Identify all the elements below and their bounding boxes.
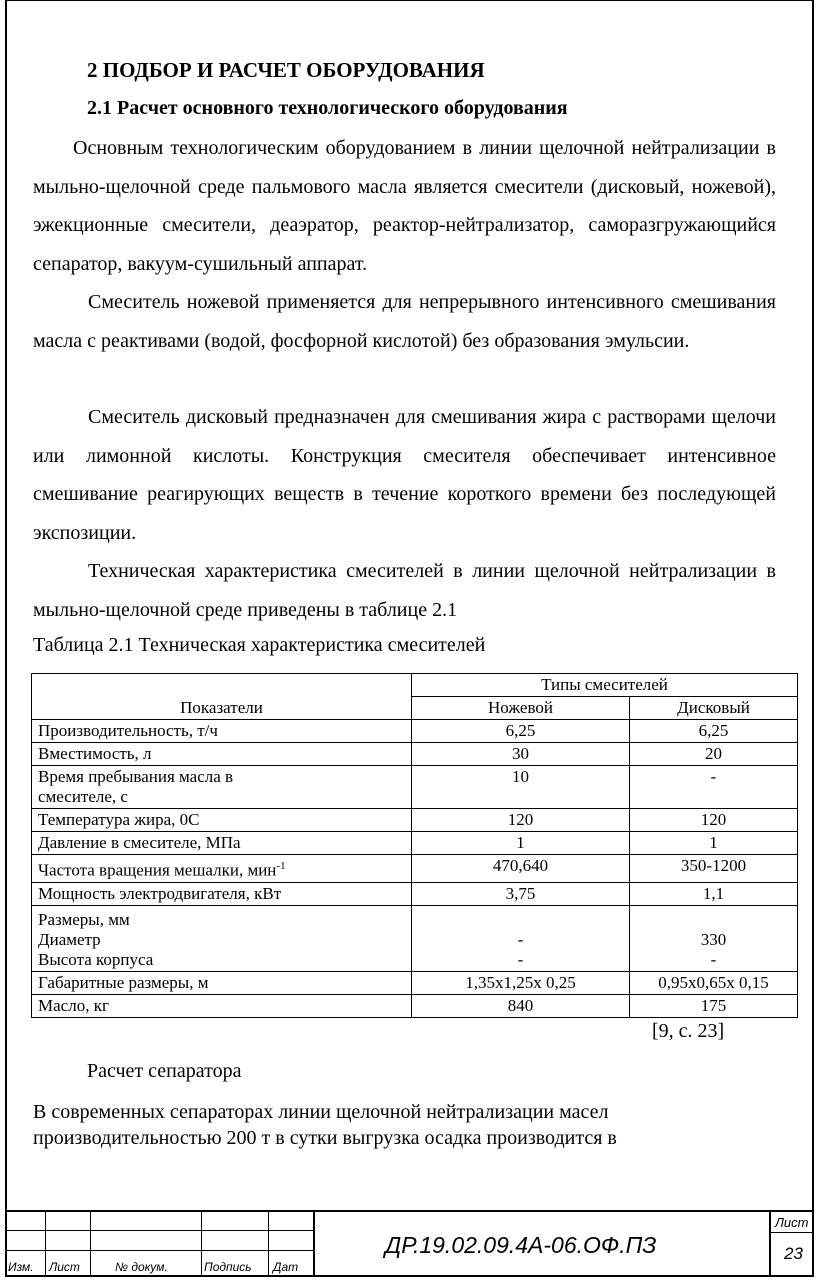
row-value-2: 120 <box>630 809 798 832</box>
row-value-1-cell <box>412 905 630 971</box>
row-value-1: 120 <box>412 809 630 832</box>
row-param-cell <box>32 905 412 971</box>
paragraph-3 <box>33 398 776 552</box>
paragraph-3-text: Смеситель дисковый предназначен для смешивания жира с растворами щелочи или лимонной кислоты. Конструкция смесителя обеспечивает интенсивное смешивание реагирующих веществ в течение короткого времени без последующей экспозиции. <box>33 406 776 544</box>
row-value-2: 175 <box>630 994 798 1017</box>
row-param: Вместимость, л <box>32 743 412 766</box>
table-row <box>32 994 798 1017</box>
row-value-line: - <box>517 929 524 949</box>
table-row <box>32 720 798 743</box>
row-value-line: - <box>517 949 524 969</box>
table-caption: Таблица 2.1 Техническая характеристика смесителей <box>33 634 486 656</box>
row-value-2: - <box>630 766 798 809</box>
table-row <box>32 766 798 809</box>
paragraph-1-text: Основным технологическим оборудованием в линии щелочной нейтрализации в мыльно-щелочной среде пальмового масла является смесители (дисковый, ножевой), эжекционные смесители, деаэратор, реактор-нейтрализатор, саморазгружающийся сепаратор, вакуум-сушильный аппарат. <box>33 137 776 275</box>
paragraph-4-text: Техническая характеристика смесителей в линии щелочной нейтрализации в мыльно-щелочной среде приведены в таблице 2.1 <box>33 560 776 621</box>
row-value-2: 0,95х0,65х 0,15 <box>630 971 798 994</box>
table-row <box>32 743 798 766</box>
row-param-cell <box>32 855 412 883</box>
spec-table <box>31 673 798 1018</box>
header-col2: Дисковый <box>630 697 798 720</box>
header-param: Показатели <box>32 674 412 720</box>
row-value-2: 350-1200 <box>630 855 798 883</box>
subsection-title: Расчет сепаратора <box>87 1060 242 1082</box>
table-header-row <box>32 674 798 697</box>
row-value-2: 1,1 <box>630 882 798 905</box>
section-heading: 2.1 Расчет основного технологического оборудования <box>87 97 568 119</box>
closing-line: В современных сепараторах линии щелочной нейтрализации масел <box>33 1101 609 1123</box>
stamp-col-doc: № докум. <box>115 1260 168 1274</box>
row-param: Время пребывания масла в смесителе, с <box>32 766 412 809</box>
table-row <box>32 882 798 905</box>
row-value-1: 840 <box>412 994 630 1017</box>
row-param-line: Диаметр <box>38 929 101 949</box>
row-value-line <box>418 910 623 930</box>
paragraph-4 <box>33 552 776 629</box>
row-param-line: Размеры, мм <box>38 909 130 929</box>
document-code: ДР.19.02.09.4А-06.ОФ.ПЗ <box>385 1232 657 1258</box>
paragraph-2 <box>33 283 776 360</box>
row-value-1: 3,75 <box>412 882 630 905</box>
header-col1: Ножевой <box>412 697 630 720</box>
row-value-line <box>636 910 791 930</box>
chapter-heading: 2 ПОДБОР И РАСЧЕТ ОБОРУДОВАНИЯ <box>87 58 485 82</box>
row-param: Габаритные размеры, м <box>32 971 412 994</box>
row-value-2: 6,25 <box>630 720 798 743</box>
stamp-col-izm: Изм. <box>8 1260 34 1274</box>
row-param-superscript: -1 <box>276 860 286 872</box>
row-param-line: Высота корпуса <box>38 949 154 969</box>
row-param: Производительность, т/ч <box>32 720 412 743</box>
row-value-line: 330 <box>700 929 727 949</box>
row-value-2: 20 <box>630 743 798 766</box>
row-value-line: - <box>710 949 717 969</box>
row-value-1: 1 <box>412 832 630 855</box>
sheet-number: 23 <box>784 1244 803 1263</box>
row-value-1: 6,25 <box>412 720 630 743</box>
row-param: Давление в смесителе, МПа <box>32 832 412 855</box>
table-row <box>32 855 798 883</box>
row-param: Мощность электродвигателя, кВт <box>32 882 412 905</box>
table-row <box>32 832 798 855</box>
source-reference: [9, с. 23] <box>652 1020 725 1042</box>
paragraph-2-text: Смеситель ножевой применяется для непрерывного интенсивного смешивания масла с реактивами (водой, фосфорной кислотой) без образования эмульсии. <box>33 291 776 352</box>
paragraph-1 <box>33 129 776 283</box>
row-param: Частота вращения мешалки, мин <box>38 860 277 880</box>
table-row <box>32 971 798 994</box>
row-value-1: 1,35х1,25х 0,25 <box>412 971 630 994</box>
closing-paragraph <box>33 1099 776 1151</box>
row-value-2: 1 <box>630 832 798 855</box>
row-value-2-cell <box>630 905 798 971</box>
row-value-1: 10 <box>412 766 630 809</box>
stamp-col-sign: Подпись <box>204 1260 252 1274</box>
header-group: Типы смесителей <box>412 674 798 697</box>
row-param: Температура жира, 0С <box>32 809 412 832</box>
row-value-1: 470,640 <box>412 855 630 883</box>
stamp-col-date: Дат <box>273 1260 299 1274</box>
row-value-1: 30 <box>412 743 630 766</box>
sheet-label: Лист <box>775 1215 809 1230</box>
closing-line: производительностью 200 т в сутки выгрузка осадка производится в <box>33 1127 617 1149</box>
stamp-col-list: Лист <box>49 1260 80 1274</box>
row-param: Масло, кг <box>32 994 412 1017</box>
table-row <box>32 809 798 832</box>
table-row <box>32 905 798 971</box>
